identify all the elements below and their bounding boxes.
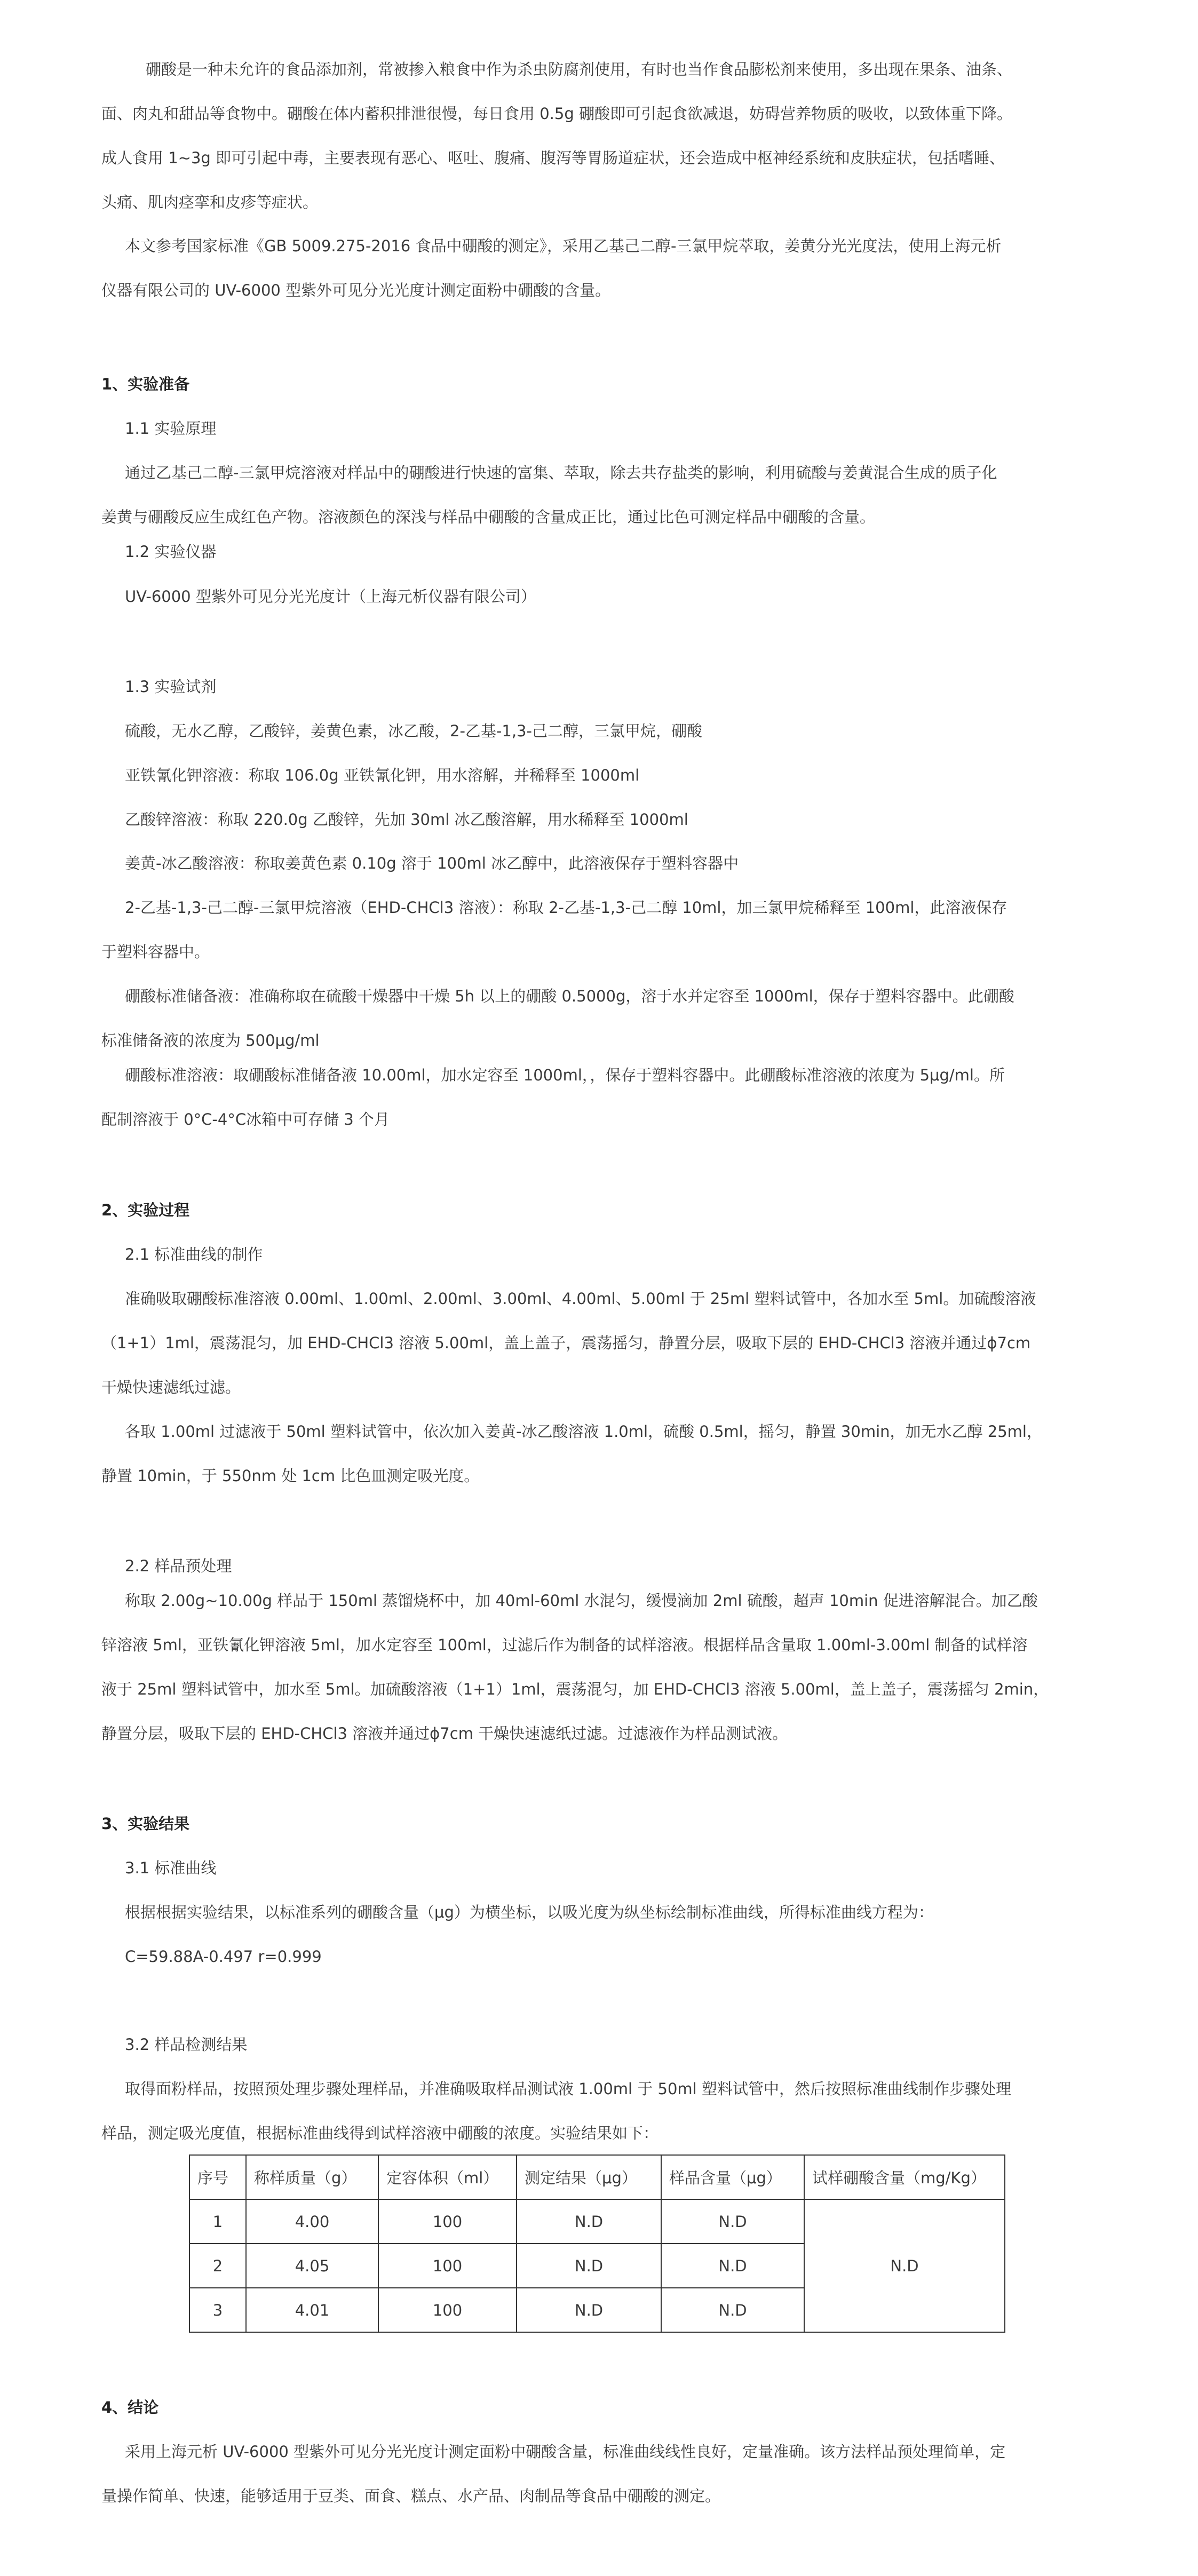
table-row <box>189 2199 1005 2244</box>
reagent-ehd-line-1: 2-乙基-1,3-己二醇-三氯甲烷溶液（EHD-CHCl3 溶液）：称取 2-乙基-1,3-己二醇 10ml，加三氯甲烷稀释至 100ml，此溶液保存 <box>125 899 1007 917</box>
curve-line-2: （1+1）1ml，震荡混匀，加 EHD-CHCl3 溶液 5.00ml，盖上盖子，震荡摇匀，静置分层，吸取下层的 EHD-CHCl3 溶液并通过ϕ7cm <box>101 1334 1031 1352</box>
table-cell: 3 <box>189 2288 246 2332</box>
reagent-standard-line-2: 配制溶液于 0°C-4°C冰箱中可存储 3 个月 <box>101 1110 390 1128</box>
curve-equation: C=59.88A-0.497 r=0.999 <box>125 1947 322 1966</box>
principle-line-2: 姜黄与硼酸反应生成红色产物。溶液颜色的深浅与样品中硼酸的含量成正比，通过比色可测定样品中硼酸的含量。 <box>101 508 876 526</box>
table-cell: N.D <box>517 2244 661 2288</box>
principle-line-1: 通过乙基己二醇-三氯甲烷溶液对样品中的硼酸进行快速的富集、萃取，除去共存盐类的影响，利用硫酸与姜黄混合生成的质子化 <box>125 464 997 482</box>
curve-line-3: 干燥快速滤纸过滤。 <box>101 1378 241 1396</box>
table-cell: 2 <box>189 2244 246 2288</box>
results-table <box>189 2154 1005 2333</box>
instrument-text: UV-6000 型紫外可见分光光度计（上海元析仪器有限公司） <box>125 587 536 606</box>
conclusion-line-2: 量操作简单、快速，能够适用于豆类、面食、糕点、水产品、肉制品等食品中硼酸的测定。 <box>101 2487 721 2505</box>
reagent-ehd-line-2: 于塑料容器中。 <box>101 943 210 961</box>
section-3-1-heading: 3.1 标准曲线 <box>125 1859 217 1877</box>
intro-p1-line-2: 面、肉丸和甜品等食物中。硼酸在体内蓄积排泄很慢，每日食用 0.5g 硼酸即可引起食欲减退，妨碍营养物质的吸收，以致体重下降。 <box>101 105 1012 123</box>
intro-p1-line-3: 成人食用 1~3g 即可引起中毒，主要表现有恶心、呕吐、腹痛、腹泻等胃肠道症状，还会造成中枢神经系统和皮肤症状，包括嗜睡、 <box>101 149 1005 167</box>
section-4-title: 4、结论 <box>101 2398 159 2416</box>
table-cell: 100 <box>378 2288 517 2332</box>
table-header-cell: 定容体积（ml） <box>378 2155 517 2199</box>
sample-result-line-1: 取得面粉样品，按照预处理步骤处理样品，并准确吸取样品测试液 1.00ml 于 50ml 塑料试管中，然后按照标准曲线制作步骤处理 <box>125 2080 1011 2098</box>
intro-p2-line-1: 本文参考国家标准《GB 5009.275-2016 食品中硼酸的测定》，采用乙基己二醇-三氯甲烷萃取，姜黄分光光度法，使用上海元析 <box>125 237 1002 255</box>
pretreatment-line-3: 液于 25ml 塑料试管中，加水至 5ml。加硫酸溶液（1+1）1ml，震荡混匀，加 EHD-CHCl3 溶液 5.00ml，盖上盖子，震荡摇匀 2min， <box>101 1680 1049 1698</box>
section-1-title: 1、实验准备 <box>101 375 190 393</box>
section-2-2-heading: 2.2 样品预处理 <box>125 1557 232 1575</box>
reagent-curcumin: 姜黄-冰乙酸溶液：称取姜黄色素 0.10g 溶于 100ml 冰乙醇中，此溶液保存于塑料容器中 <box>125 854 739 872</box>
table-cell: N.D <box>661 2288 804 2332</box>
table-cell: 100 <box>378 2199 517 2244</box>
boric-acid-content-merged-cell: N.D <box>804 2199 1005 2332</box>
table-header-cell: 称样质量（g） <box>246 2155 378 2199</box>
reagent-standard-line-1: 硼酸标准溶液：取硼酸标准储备液 10.00ml，加水定容至 1000ml，，保存于塑料容器中。此硼酸标准溶液的浓度为 5μg/ml。所 <box>125 1066 1005 1084</box>
sample-result-line-2: 样品，测定吸光度值，根据标准曲线得到试样溶液中硼酸的浓度。实验结果如下： <box>101 2124 659 2142</box>
table-header-cell: 样品含量（μg） <box>661 2155 804 2199</box>
table-cell: 4.05 <box>246 2244 378 2288</box>
section-2-title: 2、实验过程 <box>101 1201 190 1219</box>
curve-result-text: 根据根据实验结果，以标准系列的硼酸含量（μg）为横坐标，以吸光度为纵坐标绘制标准曲线，所得标准曲线方程为： <box>125 1903 934 1921</box>
section-1-3-heading: 1.3 实验试剂 <box>125 678 217 696</box>
table-cell: 100 <box>378 2244 517 2288</box>
section-1-1-heading: 1.1 实验原理 <box>125 419 217 438</box>
section-1-2-heading: 1.2 实验仪器 <box>125 543 217 561</box>
reagent-zinc-acetate: 乙酸锌溶液：称取 220.0g 乙酸锌，先加 30ml 冰乙酸溶解，用水稀释至 1000ml <box>125 810 688 829</box>
curve-line-5: 静置 10min，于 550nm 处 1cm 比色皿测定吸光度。 <box>101 1467 480 1485</box>
table-cell: N.D <box>661 2244 804 2288</box>
reagent-stock-line-2: 标准储备液的浓度为 500μg/ml <box>101 1031 320 1050</box>
pretreatment-line-1: 称取 2.00g~10.00g 样品于 150ml 蒸馏烧杯中，加 40ml-60ml 水混匀，缓慢滴加 2ml 硫酸，超声 10min 促进溶解混合。加乙酸 <box>125 1592 1038 1610</box>
table-header-cell: 试样硼酸含量（mg/Kg） <box>804 2155 1005 2199</box>
curve-line-4: 各取 1.00ml 过滤液于 50ml 塑料试管中，依次加入姜黄-冰乙酸溶液 1.0ml，硫酸 0.5ml，摇匀，静置 30min，加无水乙醇 25ml， <box>125 1422 1042 1441</box>
reagent-list: 硫酸，无水乙醇，乙酸锌，姜黄色素，冰乙酸，2-乙基-1,3-己二醇，三氯甲烷，硼酸 <box>125 722 702 740</box>
pretreatment-line-4: 静置分层，吸取下层的 EHD-CHCl3 溶液并通过ϕ7cm 干燥快速滤纸过滤。过滤液作为样品测试液。 <box>101 1724 788 1743</box>
table-header-row <box>189 2155 1005 2199</box>
table-header-cell: 序号 <box>189 2155 246 2199</box>
intro-p2-line-2: 仪器有限公司的 UV-6000 型紫外可见分光光度计测定面粉中硼酸的含量。 <box>101 281 611 299</box>
reagent-ferrocyanide: 亚铁氰化钾溶液：称取 106.0g 亚铁氰化钾，用水溶解，并稀释至 1000ml <box>125 766 640 784</box>
table-cell: 4.01 <box>246 2288 378 2332</box>
section-3-title: 3、实验结果 <box>101 1815 190 1833</box>
intro-p1-line-4: 头痛、肌肉痉挛和皮疹等症状。 <box>101 193 319 211</box>
table-header-cell: 测定结果（μg） <box>517 2155 661 2199</box>
table-cell: 1 <box>189 2199 246 2244</box>
reagent-stock-line-1: 硼酸标准储备液：准确称取在硫酸干燥器中干燥 5h 以上的硼酸 0.5000g，溶于水并定容至 1000ml，保存于塑料容器中。此硼酸 <box>125 987 1014 1005</box>
intro-p1-line-1: 硼酸是一种未允许的食品添加剂，常被掺入粮食中作为杀虫防腐剂使用，有时也当作食品膨松剂来使用，多出现在果条、油条、 <box>146 60 1013 78</box>
section-3-2-heading: 3.2 样品检测结果 <box>125 2036 248 2054</box>
curve-line-1: 准确吸取硼酸标准溶液 0.00ml、1.00ml、2.00ml、3.00ml、4.00ml、5.00ml 于 25ml 塑料试管中，各加水至 5ml。加硫酸溶液 <box>125 1290 1036 1308</box>
table-cell: N.D <box>517 2288 661 2332</box>
table-cell: N.D <box>661 2199 804 2244</box>
conclusion-line-1: 采用上海元析 UV-6000 型紫外可见分光光度计测定面粉中硼酸含量，标准曲线线性良好，定量准确。该方法样品预处理简单，定 <box>125 2443 1006 2461</box>
pretreatment-line-2: 锌溶液 5ml，亚铁氰化钾溶液 5ml，加水定容至 100ml，过滤后作为制备的试样溶液。根据样品含量取 1.00ml-3.00ml 制备的试样溶 <box>101 1636 1028 1654</box>
section-2-1-heading: 2.1 标准曲线的制作 <box>125 1245 263 1263</box>
table-cell: 4.00 <box>246 2199 378 2244</box>
table-cell: N.D <box>517 2199 661 2244</box>
